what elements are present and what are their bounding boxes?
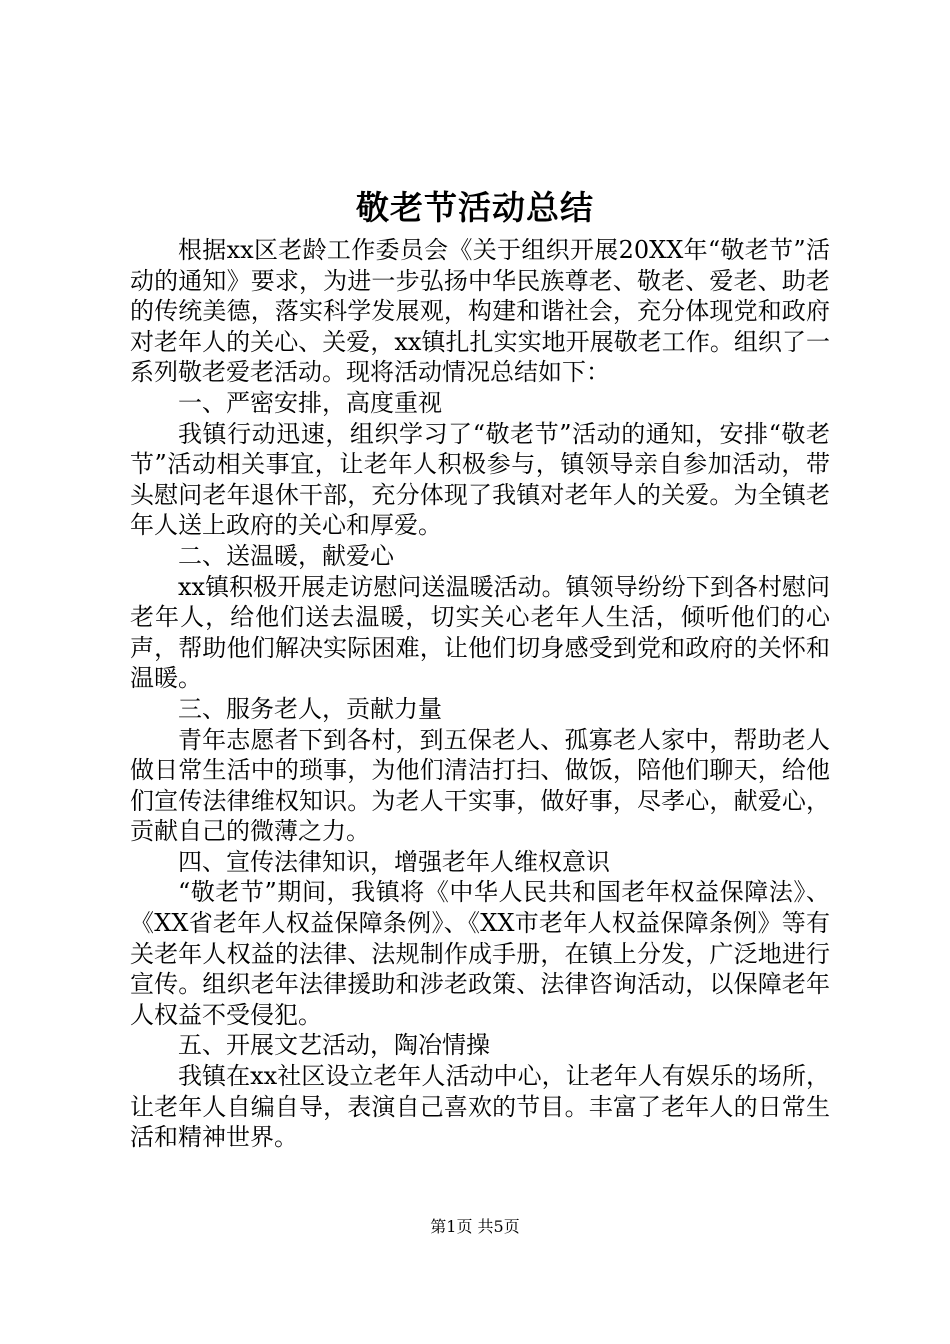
document-body — [130, 235, 830, 1153]
intro-paragraph: 根据xx区老龄工作委员会《关于组织开展20XX年“敬老节”活动的通知》要求，为进一步弘扬中华民族尊老、敬老、爱老、助老的传统美德，落实科学发展观，构建和谐社会，充分体现党和政府对老年人的关心、关爱，xx镇扎扎实实地开展敬老工作。组织了一系列敬老爱老活动。现将活动情况总结如下： — [130, 236, 830, 387]
document-title: 敬老节活动总结 — [356, 188, 594, 227]
section-heading-5: 五、开展文艺活动，陶冶情操 — [178, 1031, 490, 1060]
section-paragraph-4: “敬老节”期间，我镇将《中华人民共和国老年权益保障法》、《XX省老年人权益保障条例》、《XX市老年人权益保障条例》等有关老年人权益的法律、法规制作成手册，在镇上分发，广泛地进行宣传。组织老年法律援助和涉老政策、法律咨询活动，以保障老年人权益不受侵犯。 — [130, 878, 830, 1029]
section-heading-2: 二、送温暖，献爱心 — [178, 541, 394, 570]
section-paragraph-2: xx镇积极开展走访慰问送温暖活动。镇领导纷纷下到各村慰问老年人，给他们送去温暖，切实关心老年人生活，倾听他们的心声，帮助他们解决实际困难，让他们切身感受到党和政府的关怀和温暖。 — [130, 572, 830, 693]
section-heading-4: 四、宣传法律知识，增强老年人维权意识 — [178, 847, 610, 876]
section-heading-1: 一、严密安排，高度重视 — [178, 388, 442, 417]
section-paragraph-3: 青年志愿者下到各村，到五保老人、孤寡老人家中，帮助老人做日常生活中的琐事，为他们清洁打扫、做饭，陪他们聊天，给他们宣传法律维权知识。为老人干实事，做好事，尽孝心，献爱心，贡献自己的微薄之力。 — [130, 725, 830, 846]
section-paragraph-1: 我镇行动迅速，组织学习了“敬老节”活动的通知，安排“敬老节”活动相关事宜，让老年人积极参与，镇领导亲自参加活动，带头慰问老年退休干部，充分体现了我镇对老年人的关爱。为全镇老年人送上政府的关心和厚爱。 — [130, 419, 830, 540]
page-number-footer: 第1页 共5页 — [430, 1217, 520, 1236]
section-paragraph-5: 我镇在xx社区设立老年人活动中心，让老年人有娱乐的场所，让老年人自编自导，表演自己喜欢的节目。丰富了老年人的日常生活和精神世界。 — [130, 1062, 830, 1152]
section-heading-3: 三、服务老人，贡献力量 — [178, 694, 442, 723]
